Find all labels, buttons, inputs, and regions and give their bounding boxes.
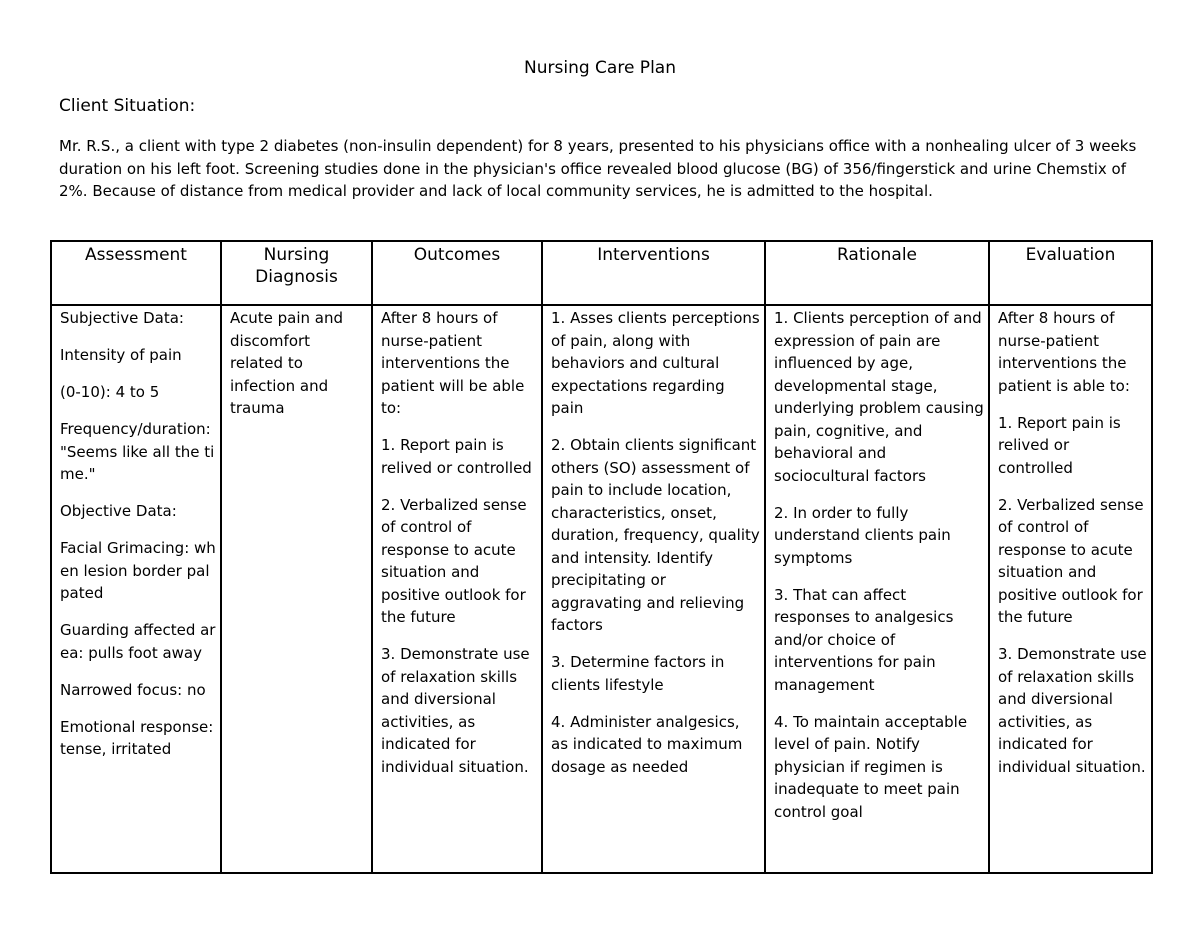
cell-paragraph: 3. That can affect responses to analgesics and/or choice of interventions for pain management (774, 585, 954, 694)
header-assessment: Assessment (51, 241, 221, 305)
cell-paragraph: After 8 hours of nurse-patient interventions the patient is able to: (998, 309, 1130, 395)
cell-paragraph: 2. In order to fully understand clients pain symptoms (774, 503, 951, 567)
care-plan-table (50, 240, 1153, 874)
cell-paragraph: 2. Verbalized sense of control of response to acute situation and positive outlook for the future (998, 495, 1144, 626)
cell-paragraph: Facial Grimacing: when lesion border palpated (60, 539, 216, 602)
cell-paragraph: Intensity of pain (60, 346, 182, 364)
cell-interventions (542, 305, 765, 873)
cell-paragraph: Acute pain and discomfort related to infection and trauma (230, 309, 344, 417)
client-situation-text: Mr. R.S., a client with type 2 diabetes (non-insulin dependent) for 8 years, presented to his physicians office with a nonhealing ulcer of 3 weeks duration on his left foot. Screening studies done in the physician's office revealed blood glucose (BG) of 356/fingerstick and urine Chemstix of 2%. Because of distance from medical provider and lack of local community services, he is admitted to the hospital. (59, 137, 1137, 200)
cell-assessment (51, 305, 221, 873)
cell-nursing-diagnosis (221, 305, 372, 873)
cell-paragraph: 1. Clients perception of and expression of pain are influenced by age, developmental stage, underlying problem causing pain, cognitive, and behavioral and sociocultural factors (774, 309, 984, 485)
cell-paragraph: Subjective Data: (60, 309, 184, 327)
cell-paragraph: Frequency/duration: "Seems like all the time." (60, 420, 215, 483)
cell-paragraph: 3. Determine factors in clients lifestyle (551, 653, 725, 694)
header-row (51, 241, 1152, 305)
cell-paragraph: 3. Demonstrate use of relaxation skills and diversional activities, as indicated for individual situation. (998, 645, 1147, 776)
cell-paragraph: 2. Obtain clients significant others (SO) assessment of pain to include location, characteristics, onset, duration, frequency, quality and intensity. Identify precipitating or aggravating and relieving factors (551, 436, 760, 634)
cell-paragraph: Narrowed focus: no (60, 680, 206, 699)
cell-paragraph: 4. To maintain acceptable level of pain. Notify physician if regimen is inadequate to meet pain control goal (774, 712, 968, 821)
cell-paragraph: 2. Verbalized sense of control of response to acute situation and positive outlook for the future (381, 495, 527, 626)
header-interventions: Interventions (542, 241, 765, 305)
cell-rationale (765, 305, 989, 873)
cell-paragraph: 1. Report pain is relived or controlled (998, 413, 1121, 477)
cell-paragraph: Emotional response: tense, irritated (60, 717, 214, 758)
cell-paragraph: 3. Demonstrate use of relaxation skills and diversional activities, as indicated for individual situation. (381, 645, 530, 776)
table-row (51, 305, 1152, 873)
page-title: Nursing Care Plan (524, 58, 676, 78)
cell-paragraph: 4. Administer analgesics, as indicated to maximum dosage as needed (551, 712, 743, 776)
cell-paragraph: Guarding affected area: pulls foot away (60, 621, 216, 662)
client-situation-heading: Client Situation: (59, 96, 196, 116)
header-rationale: Rationale (765, 241, 989, 305)
header-nursing-diagnosis: Nursing Diagnosis (221, 241, 372, 305)
header-evaluation: Evaluation (989, 241, 1152, 305)
header-outcomes: Outcomes (372, 241, 542, 305)
cell-evaluation (989, 305, 1152, 873)
cell-paragraph: (0-10): 4 to 5 (60, 383, 160, 401)
cell-paragraph: After 8 hours of nurse-patient interventions the patient will be able to: (381, 309, 525, 417)
cell-outcomes (372, 305, 542, 873)
cell-paragraph: Objective Data: (60, 502, 177, 520)
cell-paragraph: 1. Asses clients perceptions of pain, along with behaviors and cultural expectations regarding pain (551, 309, 760, 417)
cell-paragraph: 1. Report pain is relived or controlled (381, 436, 532, 477)
